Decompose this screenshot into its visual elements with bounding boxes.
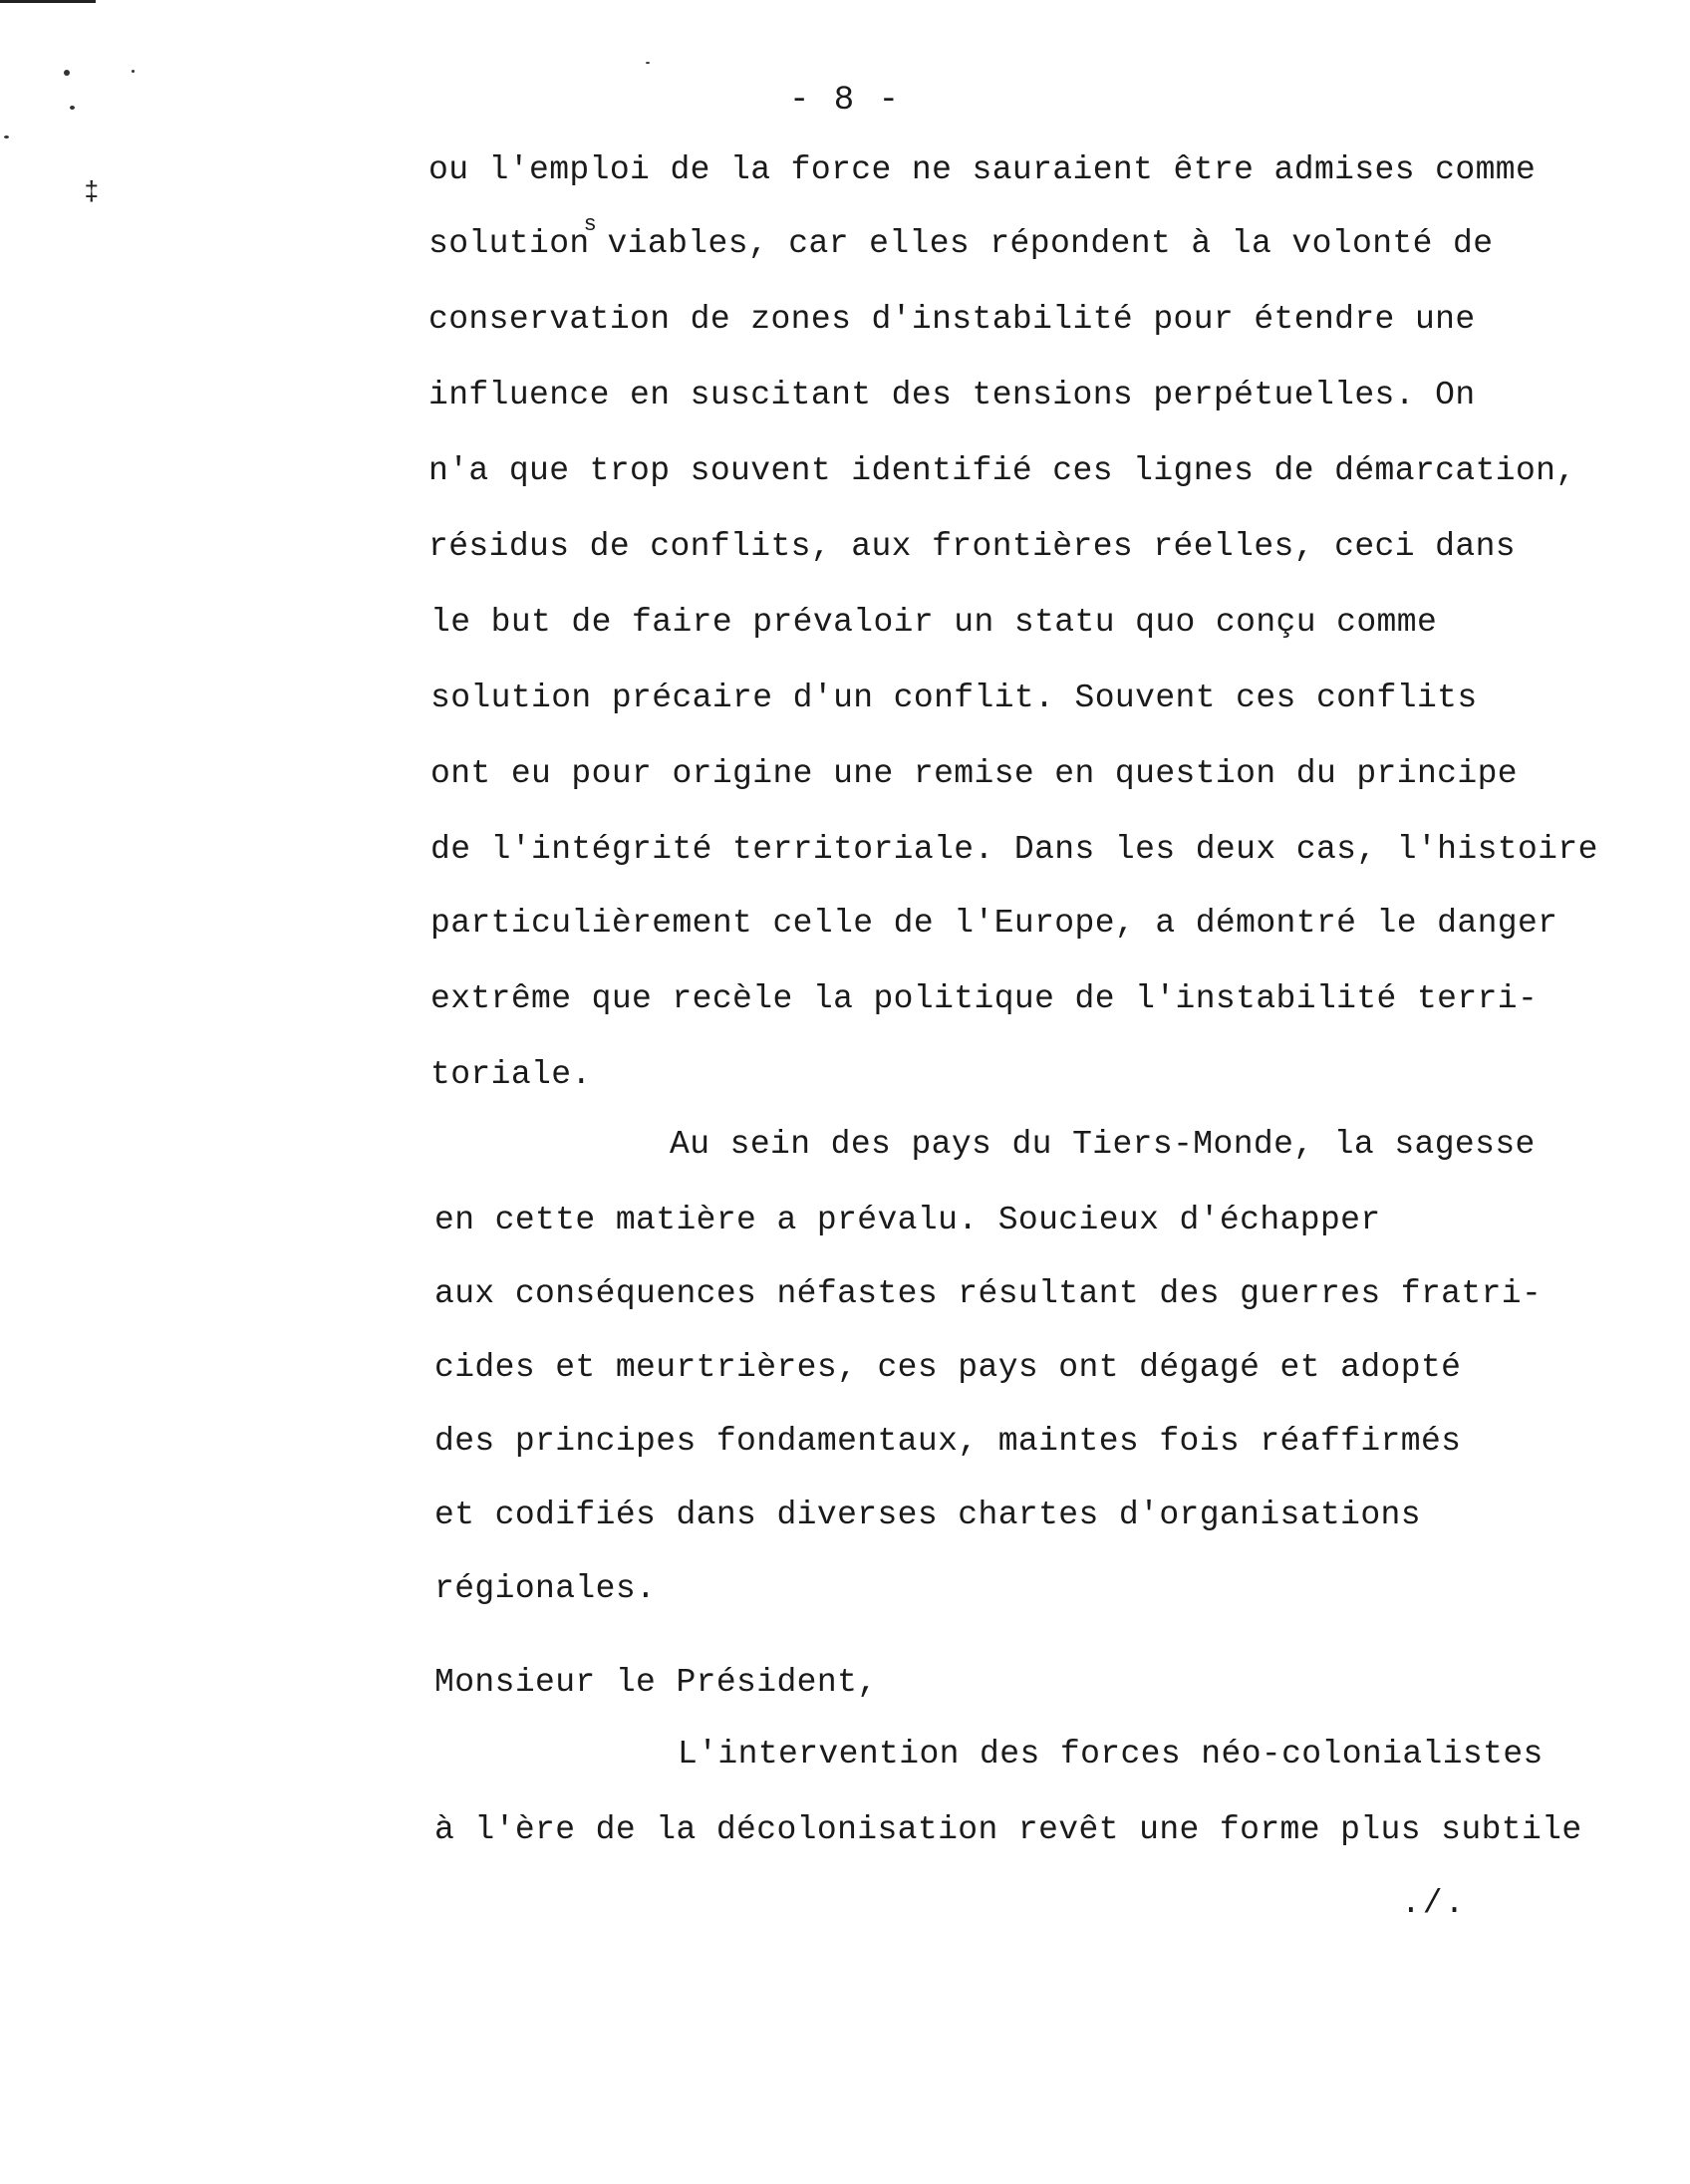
- text-fragment: solution: [428, 225, 590, 262]
- text-line: le but de faire prévaloir un statu quo conçu comme: [430, 604, 1438, 641]
- text-line: Au sein des pays du Tiers-Monde, la sagesse: [670, 1126, 1536, 1163]
- text-line: en cette matière a prévalu. Soucieux d'échapper: [434, 1202, 1381, 1238]
- text-line: influence en suscitant des tensions perpétuelles. On: [428, 377, 1476, 413]
- text-line: extrême que recèle la politique de l'instabilité terri-: [430, 980, 1539, 1017]
- text-line: particulièrement celle de l'Europe, a démontré le danger: [430, 905, 1558, 942]
- text-line: solution précaire d'un conflit. Souvent ces conflits: [430, 680, 1478, 716]
- scan-edge-line: [0, 0, 96, 3]
- salutation: Monsieur le Président,: [434, 1664, 878, 1701]
- text-line: aux conséquences néfastes résultant des guerres fratri-: [434, 1275, 1543, 1312]
- scan-speck: [4, 136, 9, 138]
- text-line: toriale.: [430, 1056, 592, 1093]
- scan-speck: [132, 70, 135, 73]
- text-line: de l'intégrité territoriale. Dans les deux cas, l'histoire: [430, 831, 1598, 868]
- scan-speck: [646, 62, 650, 64]
- text-line: régionales.: [434, 1570, 657, 1607]
- scan-mark: ‡: [84, 177, 100, 207]
- text-line: conservation de zones d'instabilité pour étendre une: [428, 301, 1476, 338]
- text-line: [428, 212, 1494, 262]
- handwritten-correction: s: [583, 212, 598, 237]
- text-fragment: viables, car elles répondent à la volonté de: [607, 225, 1494, 262]
- text-line: résidus de conflits, aux frontières réelles, ceci dans: [428, 528, 1516, 565]
- page-number: - 8 -: [788, 82, 902, 120]
- text-line: ont eu pour origine une remise en question du principe: [430, 755, 1518, 792]
- text-line: cides et meurtrières, ces pays ont dégagé et adopté: [434, 1349, 1462, 1386]
- text-line: à l'ère de la décolonisation revêt une forme plus subtile: [434, 1811, 1582, 1848]
- text-line: ou l'emploi de la force ne sauraient être admises comme: [428, 151, 1537, 188]
- continuation-mark: ./.: [1401, 1885, 1467, 1922]
- text-line: des principes fondamentaux, maintes fois réaffirmés: [434, 1423, 1462, 1460]
- text-line: n'a que trop souvent identifié ces lignes de démarcation,: [428, 452, 1576, 489]
- scan-speck: [64, 70, 70, 76]
- text-line: et codifiés dans diverses chartes d'organisations: [434, 1497, 1421, 1533]
- text-line: L'intervention des forces néo-colonialistes: [678, 1736, 1544, 1773]
